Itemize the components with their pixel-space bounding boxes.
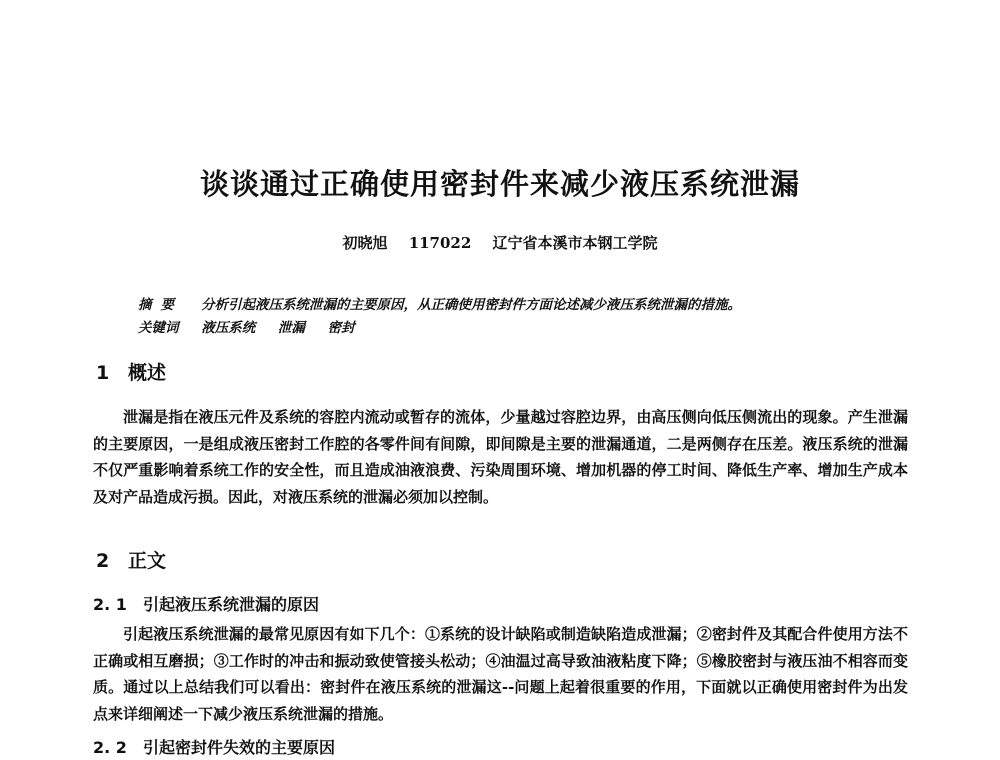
section-title: 正文 xyxy=(128,550,167,572)
paper-title: 谈谈通过正确使用密封件来减少液压系统泄漏 xyxy=(199,167,800,201)
section-number: 2 xyxy=(96,550,110,572)
abstract-text: 分析引起液压系统泄漏的主要原因，从正确使用密封件方面论述减少液压系统泄漏的措施。 xyxy=(201,297,741,313)
subsection-title: 引起密封件失效的主要原因 xyxy=(143,738,336,757)
section-1-paragraph: 泄漏是指在液压元件及系统的容腔内流动或暂存的流体，少量越过容腔边界，由高压侧向低压侧流出的现象。产生泄漏的主要原因，一是组成液压密封工作腔的各零件间有间隙，即间隙是主要的泄漏通道，二是两侧存在压差。液压系统的泄漏不仅严重影响着系统工作的安全性，而且造成油液浪费、污染周围环境、增加机器的停工时间、降低生产率、增加生产成本及对产品造成污损。因此，对液压系统的泄漏必须加以控制。 xyxy=(93,408,908,506)
author-name: 初晓旭 xyxy=(342,234,388,252)
keywords xyxy=(138,318,373,338)
keyword: 液压系统 xyxy=(201,320,256,336)
keyword: 泄漏 xyxy=(277,320,305,336)
subsection-title: 引起液压系统泄漏的原因 xyxy=(143,595,320,614)
keywords-label: 关键词 xyxy=(138,320,179,336)
subsection-2-2-heading xyxy=(93,737,335,759)
section-title: 概述 xyxy=(128,362,167,384)
subsection-number: 2. 1 xyxy=(93,595,127,614)
subsection-number: 2. 2 xyxy=(93,738,127,757)
section-number: 1 xyxy=(96,362,110,384)
abstract-label: 摘要 xyxy=(138,297,183,313)
author-line xyxy=(0,233,1000,253)
section-1-heading xyxy=(96,360,166,386)
author-affiliation: 辽宁省本溪市本钢工学院 xyxy=(492,234,658,252)
keyword: 密封 xyxy=(327,320,355,336)
section-2-heading xyxy=(96,548,166,574)
subsection-2-1-heading xyxy=(93,594,319,616)
abstract xyxy=(138,295,741,315)
author-postcode: 117022 xyxy=(408,234,472,252)
subsection-2-1-paragraph: 引起液压系统泄漏的最常见原因有如下几个：①系统的设计缺陷或制造缺陷造成泄漏；②密封件及其配合件使用方法不正确或相互磨损；③工作时的冲击和振动致使管接头松动；④油温过高导致油液粘度下降；⑤橡胶密封与液压油不相容而变质。通过以上总结我们可以看出：密封件在液压系统的泄漏这--问题上起着很重要的作用，下面就以正确使用密封件为出发点来详细阐述一下减少液压系统泄漏的措施。 xyxy=(93,625,908,723)
